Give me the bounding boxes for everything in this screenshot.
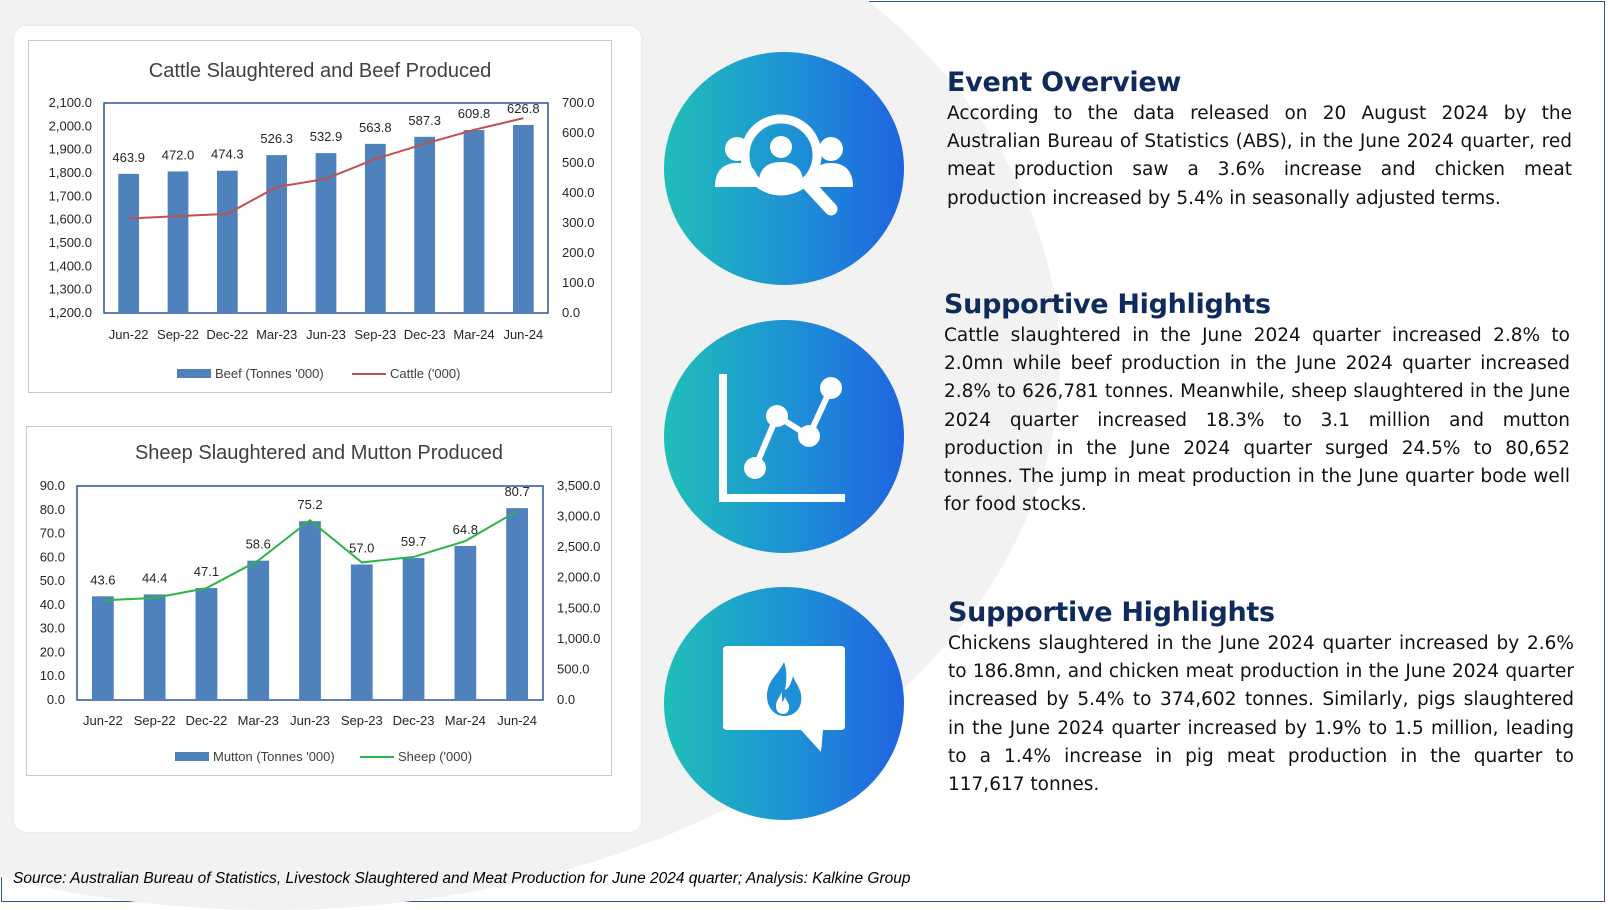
event-overview-title: Event Overview <box>947 67 1181 98</box>
bar-mar-24 <box>454 546 476 700</box>
right-axis-tick-label: 600.0 <box>562 125 595 140</box>
right-axis-tick-label: 2,000.0 <box>557 569 601 585</box>
fire-message-icon <box>719 644 849 764</box>
right-axis-tick-label: 0.0 <box>557 692 576 707</box>
category-tick-label: Mar-24 <box>453 327 495 342</box>
left-axis-tick-label: 1,800.0 <box>48 165 92 180</box>
category-tick-label: Mar-23 <box>237 713 279 728</box>
supportive-highlights-title-1: Supportive Highlights <box>944 289 1271 320</box>
bar-dec-22 <box>217 171 238 313</box>
bar-sep-23 <box>351 564 373 700</box>
bar-dec-23 <box>403 558 425 700</box>
bar-mar-23 <box>247 561 269 700</box>
search-people-icon <box>709 109 859 229</box>
source-note: Source: Australian Bureau of Statistics, Livestock Slaughtered and Meat Production for June 2024 quarter; Analysis: Kalkine Group <box>13 870 911 887</box>
legend-label-bar: Beef (Tonnes '000) <box>215 366 324 381</box>
right-axis-tick-label: 700.0 <box>562 95 595 110</box>
right-axis-tick-label: 100.0 <box>562 275 595 290</box>
left-axis-tick-label: 1,300.0 <box>48 281 92 297</box>
chart-title: Sheep Slaughtered and Mutton Produced <box>134 442 504 464</box>
legend-label-line: Cattle ('000) <box>390 366 461 381</box>
left-axis-tick-label: 0.0 <box>46 692 65 707</box>
left-axis-tick-label: 90.0 <box>39 478 65 493</box>
event-overview-section <box>947 67 1572 213</box>
bar-data-label: 57.0 <box>349 540 375 556</box>
category-tick-label: Jun-22 <box>108 327 149 342</box>
left-axis-tick-label: 2,100.0 <box>48 95 92 110</box>
left-axis-tick-label: 80.0 <box>39 501 65 517</box>
category-tick-label: Dec-22 <box>185 713 228 728</box>
supportive-highlights-section-1 <box>944 289 1570 519</box>
bar-data-label: 44.4 <box>142 570 168 586</box>
category-tick-label: Jun-24 <box>497 713 537 728</box>
left-axis-tick-label: 10.0 <box>39 668 65 684</box>
category-tick-label: Dec-23 <box>392 713 435 728</box>
bar-data-label: 43.6 <box>90 572 116 588</box>
category-tick-label: Mar-24 <box>444 713 486 728</box>
bar-data-label: 526.3 <box>260 131 293 147</box>
sheep-mutton-chart <box>26 426 612 776</box>
bar-jun-22 <box>92 596 114 700</box>
category-tick-label: Jun-23 <box>306 327 346 342</box>
category-tick-label: Sep-22 <box>157 327 199 342</box>
left-axis-tick-label: 20.0 <box>39 644 65 660</box>
category-tick-label: Dec-22 <box>206 327 249 342</box>
bar-data-label: 463.9 <box>112 149 145 165</box>
left-axis-tick-label: 1,500.0 <box>48 235 92 250</box>
bar-data-label: 75.2 <box>297 497 323 513</box>
right-axis-tick-label: 500.0 <box>562 155 595 170</box>
bar-data-label: 532.9 <box>309 129 343 145</box>
category-tick-label: Jun-24 <box>503 327 544 342</box>
chart-panel <box>14 26 641 832</box>
supportive-highlights-text-2: Chickens slaughtered in the June 2024 quarter increased by 2.6% to 186.8mn, and chicken meat production in the June 2024 quarter increased by 5.4% to 374,602 tonnes. Similarly, pigs slaughtered in the June 2024 quarter increased by 1.9% to 1.5 million, leading to a 1.4% increase in pig meat production in the quarter to 117,617 tonnes. <box>948 633 1574 796</box>
legend-swatch-bar <box>175 752 209 761</box>
category-tick-label: Mar-23 <box>256 327 298 342</box>
right-axis-tick-label: 0.0 <box>562 305 581 320</box>
right-axis-tick-label: 1,500.0 <box>557 600 601 616</box>
bar-data-label: 47.1 <box>193 564 220 580</box>
bar-data-label: 587.3 <box>408 112 441 128</box>
right-axis-tick-label: 300.0 <box>562 215 595 230</box>
bar-data-label: 472.0 <box>161 147 195 163</box>
legend-label-bar: Mutton (Tonnes '000) <box>213 749 335 764</box>
category-tick-label: Jun-22 <box>83 713 123 728</box>
left-axis-tick-label: 60.0 <box>39 549 65 565</box>
category-tick-label: Jun-23 <box>290 713 330 728</box>
left-axis-tick-label: 40.0 <box>39 596 65 612</box>
left-axis-tick-label: 50.0 <box>39 573 65 589</box>
category-tick-label: Dec-23 <box>403 327 446 342</box>
bar-sep-22 <box>168 171 189 313</box>
bar-jun-24 <box>513 125 534 313</box>
legend-swatch-bar <box>177 369 211 378</box>
bar-data-label: 58.6 <box>245 536 271 552</box>
cattle-beef-chart <box>28 40 612 393</box>
left-axis-tick-label: 1,700.0 <box>48 188 92 204</box>
supportive-highlights-section-2 <box>948 597 1574 799</box>
right-axis-tick-label: 200.0 <box>562 245 595 260</box>
bar-sep-23 <box>365 144 386 313</box>
bar-jun-22 <box>118 174 139 313</box>
left-axis-tick-label: 70.0 <box>39 525 65 541</box>
bar-mar-24 <box>464 130 485 313</box>
bar-data-label: 563.8 <box>359 119 392 135</box>
left-axis-tick-label: 1,600.0 <box>48 211 92 227</box>
bar-mar-23 <box>266 155 287 313</box>
cattle-beef-chart-svg <box>29 41 611 392</box>
category-tick-label: Sep-23 <box>340 713 383 728</box>
bar-sep-22 <box>144 594 166 700</box>
right-axis-tick-label: 3,000.0 <box>557 508 601 524</box>
left-axis-tick-label: 1,900.0 <box>48 141 92 157</box>
line-chart-icon <box>719 372 849 502</box>
bar-data-label: 626.8 <box>507 100 540 116</box>
right-axis-tick-label: 500.0 <box>557 661 590 677</box>
right-axis-tick-label: 2,500.0 <box>557 539 601 555</box>
bar-dec-23 <box>414 137 435 313</box>
highlights-circle-1 <box>664 320 904 553</box>
overview-circle <box>664 52 904 285</box>
sheep-mutton-chart-svg <box>27 427 611 775</box>
bar-data-label: 59.7 <box>400 534 427 550</box>
bar-data-label: 80.7 <box>504 484 530 500</box>
right-axis-tick-label: 1,000.0 <box>557 630 601 646</box>
right-axis-tick-label: 400.0 <box>562 185 595 200</box>
supportive-highlights-text-1: Cattle slaughtered in the June 2024 quarter increased 2.8% to 2.0mn while beef production in the June 2024 quarter increased 2.8% to 626,781 tonnes. Meanwhile, sheep slaughtered in the June 2024 quarter increased 18.3% to 3.1 million and mutton production in the June 2024 quarter surged 24.5% to 80,652 tonnes. The jump in meat production in the June quarter bode well for food stocks. <box>944 325 1570 516</box>
bar-jun-24 <box>506 508 528 700</box>
bar-data-label: 609.8 <box>457 106 491 122</box>
left-axis-tick-label: 1,400.0 <box>48 258 92 274</box>
supportive-highlights-title-2: Supportive Highlights <box>948 597 1275 628</box>
bar-data-label: 64.8 <box>452 521 478 537</box>
event-overview-text: According to the data released on 20 August 2024 by the Australian Bureau of Statistics (ABS), in the June 2024 quarter, red meat production saw a 3.6% increase and chicken meat production increased by 5.4% in seasonally adjusted terms. <box>947 103 1572 209</box>
right-axis-tick-label: 3,500.0 <box>557 478 601 493</box>
bar-jun-23 <box>299 521 321 700</box>
left-axis-tick-label: 1,200.0 <box>48 305 92 320</box>
chart-title: Cattle Slaughtered and Beef Produced <box>148 60 492 82</box>
bar-data-label: 474.3 <box>211 146 244 162</box>
bar-dec-22 <box>196 588 218 700</box>
bar-jun-23 <box>316 153 337 313</box>
category-tick-label: Sep-23 <box>354 327 397 342</box>
legend-label-line: Sheep ('000) <box>398 749 473 764</box>
left-axis-tick-label: 30.0 <box>39 620 65 636</box>
category-tick-label: Sep-22 <box>133 713 176 728</box>
left-axis-tick-label: 2,000.0 <box>48 118 92 134</box>
highlights-circle-2 <box>664 587 904 820</box>
